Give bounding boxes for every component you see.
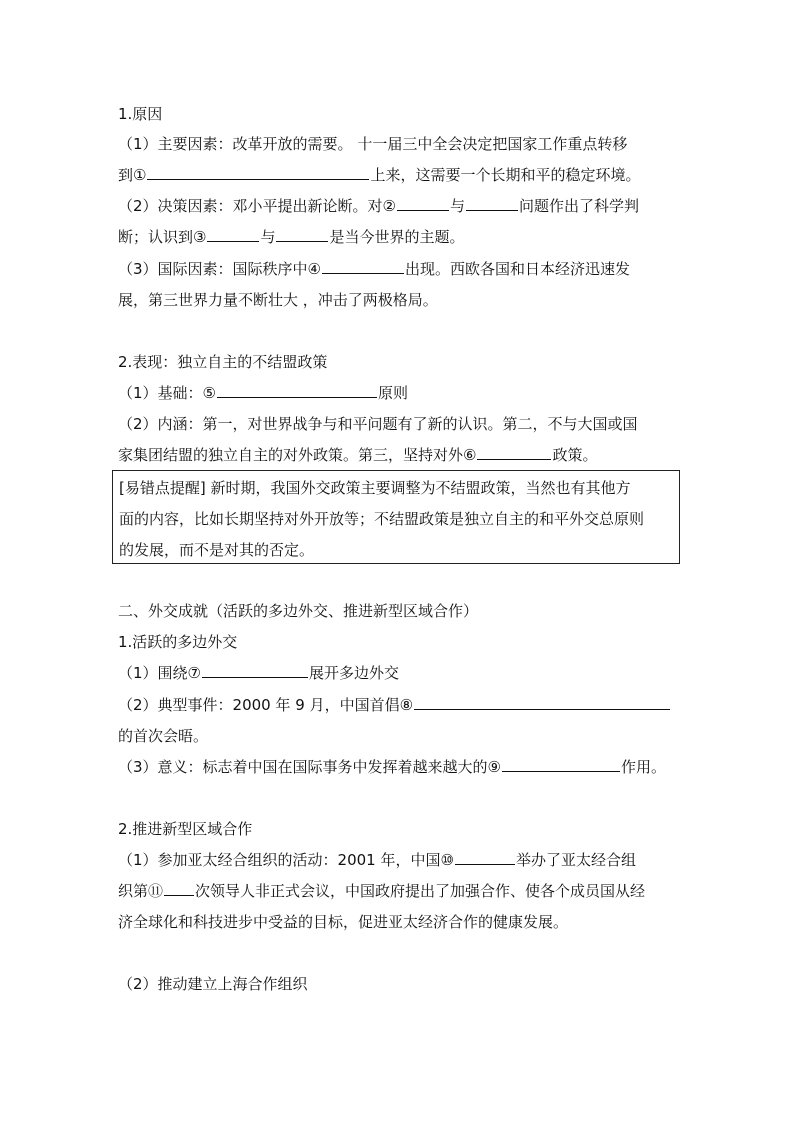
blank-3b <box>276 227 328 242</box>
paragraph-apec: （1）参加亚太经合组织的活动：2001 年，中国⑩ 举办了亚太经合组 <box>118 851 636 869</box>
section-title-regional: 2.推进新型区域合作 <box>118 820 253 838</box>
paragraph-connotation: （2）内涵：第一，对世界战争与和平问题有了新的认识。第二，不与大国或国 <box>118 415 638 433</box>
blank-6 <box>477 445 551 460</box>
paragraph-sco: （2）推动建立上海合作组织 <box>118 975 308 993</box>
blank-11 <box>164 881 194 896</box>
blank-4 <box>322 259 404 274</box>
error-prone-note-box <box>112 470 680 564</box>
paragraph-basis: （1）基础：⑤ 原则 <box>118 384 409 402</box>
paragraph-international-factor: （3）国际因素：国际秩序中④ 出现。西欧各国和日本经济迅速发 <box>118 260 631 278</box>
paragraph-decision-factor: （2）决策因素：邓小平提出新论断。对② 与 问题作出了科学判 <box>118 197 640 215</box>
blank-3a <box>207 227 259 242</box>
paragraph-apec-cont-2: 济全球化和科技进步中受益的目标，促进亚太经济合作的健康发展。 <box>118 913 569 931</box>
paragraph-main-factor-cont: 到① 上来，这需要一个长期和平的稳定环境。 <box>118 166 641 184</box>
paragraph-connotation-cont: 家集团结盟的独立自主的对外政策。第三，坚持对外⑥ 政策。 <box>118 446 598 464</box>
blank-8 <box>414 695 670 710</box>
note-line-2: 面的内容，比如长期坚持对外开放等；不结盟政策是独立自主的和平外交总原则 <box>119 510 645 528</box>
blank-7 <box>202 663 308 678</box>
blank-1 <box>147 165 369 180</box>
paragraph-decision-factor-cont: 断；认识到③ 与 是当今世界的主题。 <box>118 228 465 246</box>
blank-10 <box>455 850 515 865</box>
note-line-1: [易错点提醒] 新时期，我国外交政策主要调整为不结盟政策，当然也有其他方 <box>119 479 631 497</box>
paragraph-significance: （3）意义：标志着中国在国际事务中发挥着越来越大的⑨ 作用。 <box>118 758 667 776</box>
section-title-reasons: 1.原因 <box>118 105 163 123</box>
paragraph-international-factor-cont: 展，第三世界力量不断壮大 ，冲击了两极格局。 <box>118 291 438 309</box>
blank-2a <box>397 196 449 211</box>
paragraph-typical-event: （2）典型事件：2000 年 9 月，中国首倡⑧ <box>118 695 671 715</box>
blank-2b <box>466 196 518 211</box>
blank-5 <box>217 383 377 398</box>
blank-9 <box>502 757 620 772</box>
note-line-3: 的发展，而不是对其的否定。 <box>119 541 315 559</box>
section-title-multilateral: 1.活跃的多边外交 <box>118 633 238 651</box>
paragraph-typical-event-cont: 的首次会晤。 <box>118 727 209 745</box>
section-heading-achievements: 二、外交成就（活跃的多边外交、推进新型区域合作） <box>118 602 479 620</box>
paragraph-main-factor: （1）主要因素：改革开放的需要。 十一届三中全会决定把国家工作重点转移 <box>118 135 628 153</box>
paragraph-apec-cont: 织第⑪ 次领导人非正式会议，中国政府提出了加强合作、使各个成员国从经 <box>118 882 646 900</box>
section-title-performance: 2.表现：独立自主的不结盟政策 <box>118 353 328 371</box>
paragraph-around: （1）围绕⑦ 展开多边外交 <box>118 664 400 682</box>
